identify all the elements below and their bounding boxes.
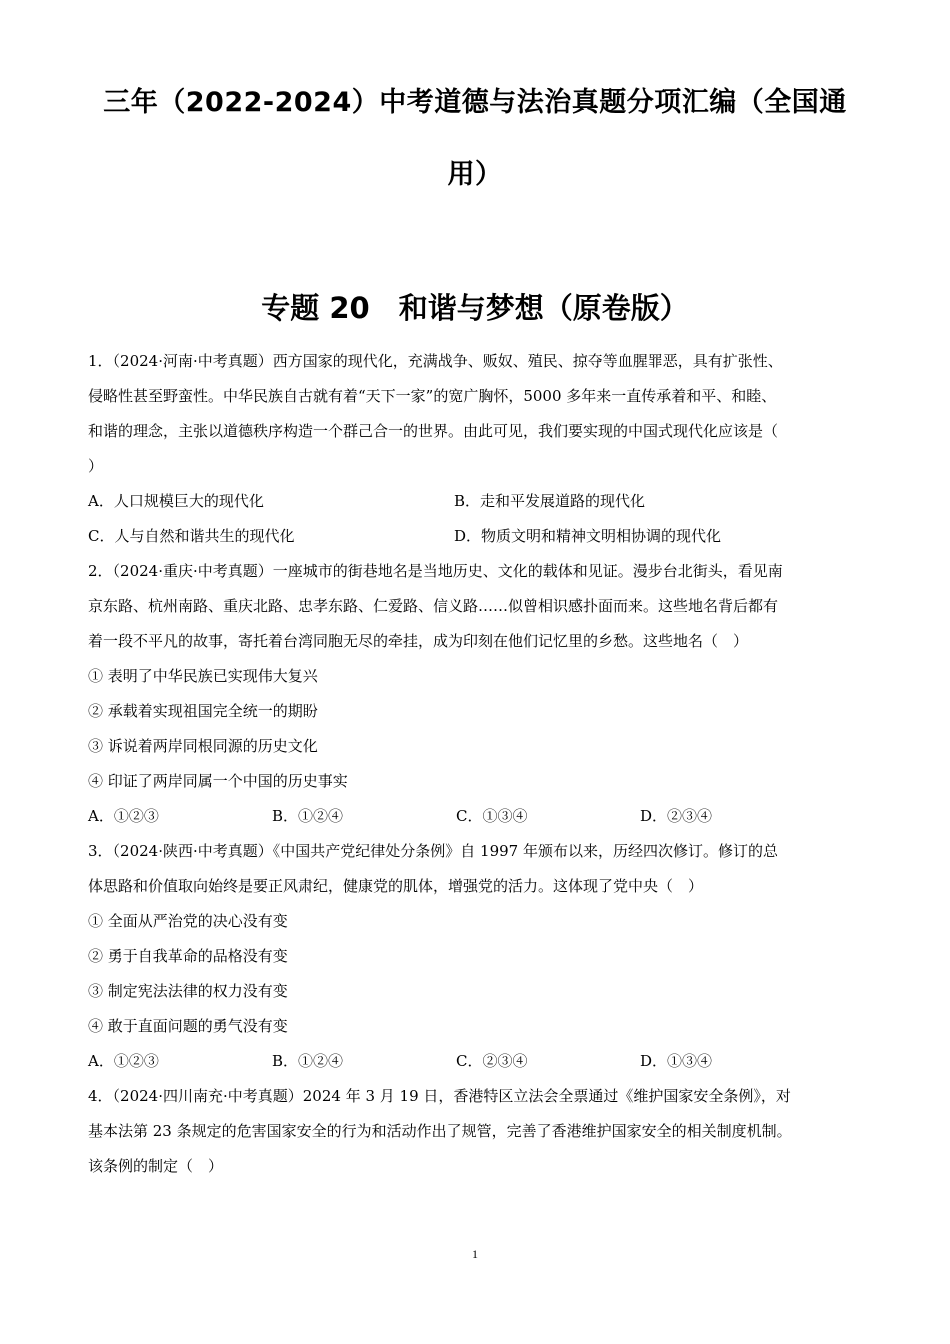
document-title-line-1: 三年（2022-2024）中考道德与法治真题分项汇编（全国通	[103, 87, 847, 118]
question-2	[88, 554, 868, 834]
question-3-item-3: ③ 制定宪法法律的权力没有变	[88, 982, 288, 1000]
question-1-option-d: D．物质文明和精神文明相协调的现代化	[454, 527, 722, 545]
question-2-item-4: ④ 印证了两岸同属一个中国的历史事实	[88, 772, 348, 790]
document-title-line-2: 用）	[447, 159, 503, 190]
question-3-option-d: D．①③④	[640, 1052, 713, 1070]
question-2-line-1: 2．（2024·重庆·中考真题）一座城市的街巷地名是当地历史、文化的载体和见证。漫步台北街头，看见南	[88, 562, 783, 580]
question-2-line-2: 京东路、杭州南路、重庆北路、忠孝东路、仁爱路、信义路……似曾相识感扑面而来。这些地名背后都有	[88, 597, 779, 615]
question-3	[88, 834, 868, 1079]
question-3-item-4: ④ 敢于直面问题的勇气没有变	[88, 1017, 288, 1035]
question-1-options-row-1	[88, 484, 868, 519]
question-3-line-2: 体思路和价值取向始终是要正风肃纪，健康党的肌体，增强党的活力。这体现了党中央（ ）	[88, 877, 704, 895]
question-1-option-b: B．走和平发展道路的现代化	[454, 492, 646, 510]
question-2-option-b: B．①②④	[272, 807, 344, 825]
question-1-option-a: A．人口规模巨大的现代化	[88, 492, 264, 510]
question-list	[88, 344, 868, 1184]
question-3-item-1: ① 全面从严治党的决心没有变	[88, 912, 288, 930]
question-4-line-3: 该条例的制定（ ）	[88, 1157, 224, 1175]
question-1-option-c: C．人与自然和谐共生的现代化	[88, 527, 295, 545]
page-number: 1	[472, 1247, 478, 1261]
question-4-line-1: 4．（2024·四川南充·中考真题）2024 年 3 月 19 日，香港特区立法会全票通过《维护国家安全条例》，对	[88, 1087, 791, 1105]
question-2-item-1: ① 表明了中华民族已实现伟大复兴	[88, 667, 318, 685]
question-2-item-3: ③ 诉说着两岸同根同源的历史文化	[88, 737, 318, 755]
question-2-option-a: A．①②③	[88, 807, 159, 825]
question-2-option-c: C．①③④	[456, 807, 528, 825]
question-1-line-3: 和谐的理念，主张以道德秩序构造一个群己合一的世界。由此可见，我们要实现的中国式现代化应该是（	[88, 422, 779, 440]
question-1-line-1: 1．（2024·河南·中考真题）西方国家的现代化，充满战争、贩奴、殖民、掠夺等血腥罪恶，具有扩张性、	[88, 352, 783, 370]
question-4-line-2: 基本法第 23 条规定的危害国家安全的行为和活动作出了规管，完善了香港维护国家安全的相关制度机制。	[88, 1122, 792, 1140]
question-3-option-b: B．①②④	[272, 1052, 344, 1070]
section-title: 专题 20 和谐与梦想（原卷版）	[261, 291, 689, 325]
question-3-line-1: 3．（2024·陕西·中考真题）《中国共产党纪律处分条例》自 1997 年颁布以来，历经四次修订。修订的总	[88, 842, 778, 860]
question-2-option-d: D．②③④	[640, 807, 713, 825]
question-3-option-a: A．①②③	[88, 1052, 159, 1070]
question-2-item-2: ② 承载着实现祖国完全统一的期盼	[88, 702, 318, 720]
question-1	[88, 344, 868, 554]
question-1-line-4: ）	[88, 457, 104, 475]
question-2-line-3: 着一段不平凡的故事，寄托着台湾同胞无尽的牵挂，成为印刻在他们记忆里的乡愁。这些地名（ ）	[88, 632, 749, 650]
question-3-options	[88, 1044, 868, 1079]
question-1-line-2: 侵略性甚至野蛮性。中华民族自古就有着“天下一家”的宽广胸怀，5000 多年来一直传承着和平、和睦、	[88, 387, 777, 405]
question-3-option-c: C．②③④	[456, 1052, 528, 1070]
question-2-options	[88, 799, 868, 834]
question-3-item-2: ② 勇于自我革命的品格没有变	[88, 947, 288, 965]
question-4	[88, 1079, 868, 1184]
question-1-options-row-2	[88, 519, 868, 554]
